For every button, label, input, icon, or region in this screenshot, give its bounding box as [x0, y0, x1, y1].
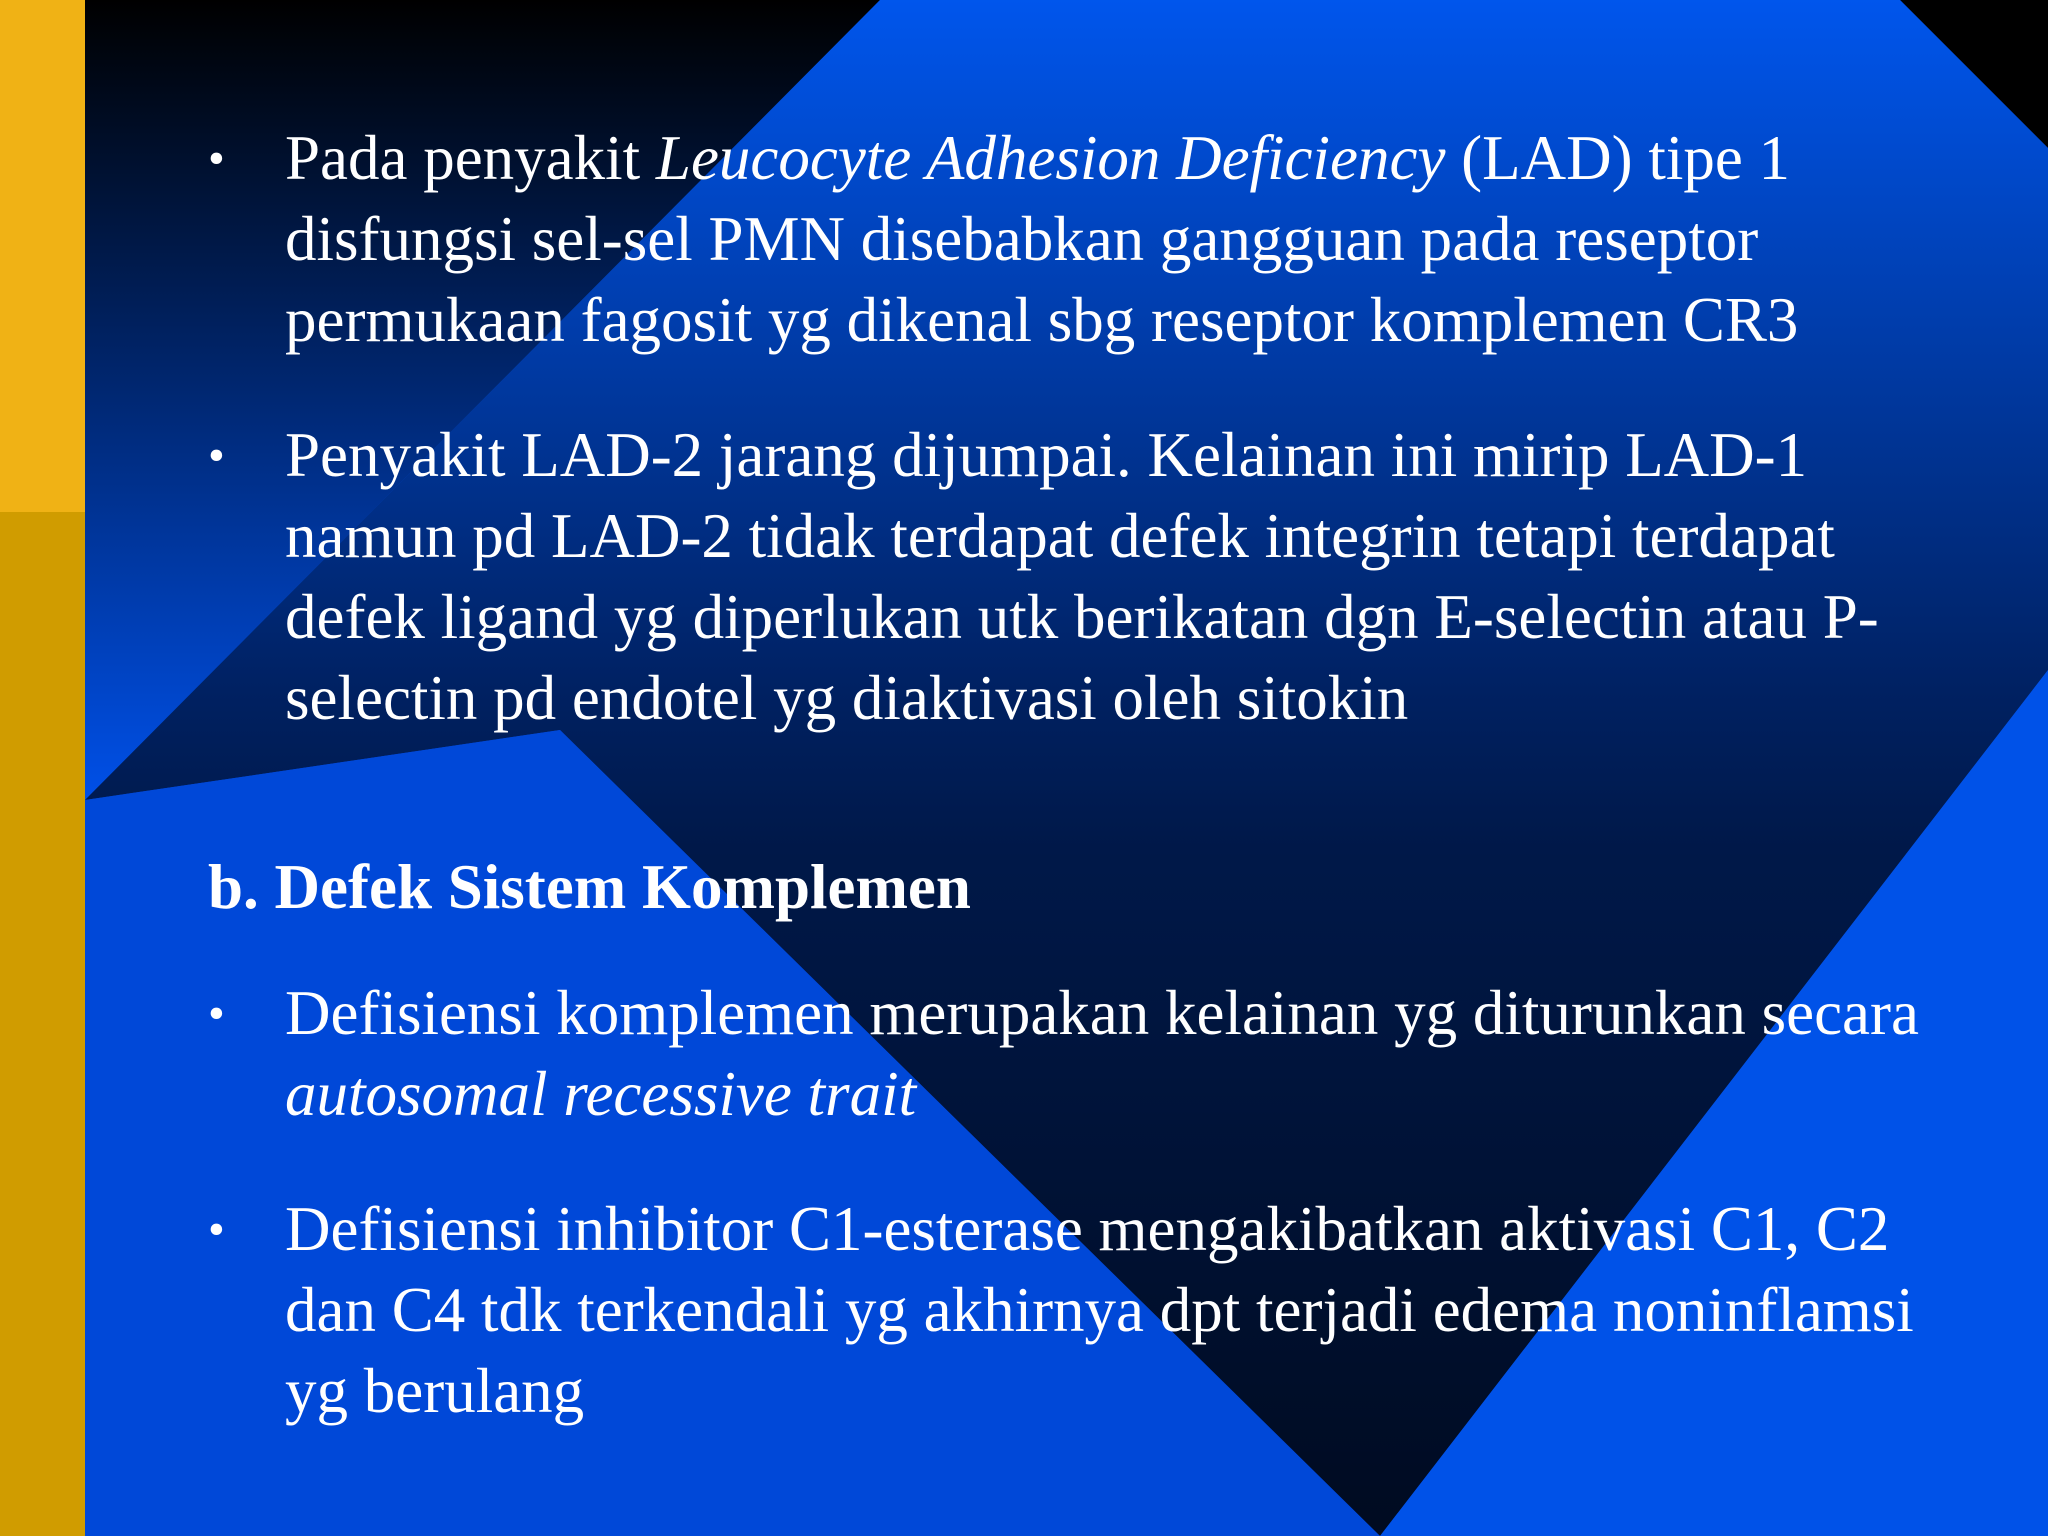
bullet-icon: •	[208, 132, 225, 185]
bullet-icon: •	[208, 429, 225, 482]
bullet-text: Defisiensi komplemen merupakan kelainan yg diturunkan secara	[285, 978, 1919, 1048]
sidebar-accent-bottom	[0, 512, 85, 1536]
bullet-text: (LAD) tipe 1 disfungsi sel-sel PMN disebabkan gangguan pada reseptor permukaan fagosit yg dikenal sbg reseptor komplemen CR3	[285, 123, 1799, 355]
bullet-text: Penyakit LAD-2 jarang dijumpai. Kelainan ini mirip LAD-1 namun pd LAD-2 tidak terdapat defek integrin tetapi terdapat defek ligand yg diperlukan utk berikatan dgn E-selectin atau P-selectin pd endotel yg diaktivasi oleh sitokin	[285, 420, 1879, 733]
bullet-text: Pada penyakit	[285, 123, 656, 193]
bullet-item-complement-deficiency	[208, 973, 1968, 1135]
bullet-italic-text: Leucocyte Adhesion Deficiency	[655, 123, 1446, 193]
section-heading: b. Defek Sistem Komplemen	[208, 852, 971, 922]
bullet-item-lad1	[208, 118, 1968, 361]
bullet-item-lad2	[208, 415, 1968, 739]
bullet-icon: •	[208, 1203, 225, 1256]
bullet-italic-text: autosomal recessive trait	[285, 1059, 917, 1129]
bullet-item-c1-inhibitor	[208, 1189, 1968, 1432]
bullet-icon: •	[208, 987, 225, 1040]
sidebar-accent-top	[0, 0, 85, 512]
bullet-text: Defisiensi inhibitor C1-esterase mengakibatkan aktivasi C1, C2 dan C4 tdk terkendali yg akhirnya dpt terjadi edema noninflamsi yg berulang	[285, 1194, 1914, 1426]
slide-content	[208, 118, 1968, 1432]
